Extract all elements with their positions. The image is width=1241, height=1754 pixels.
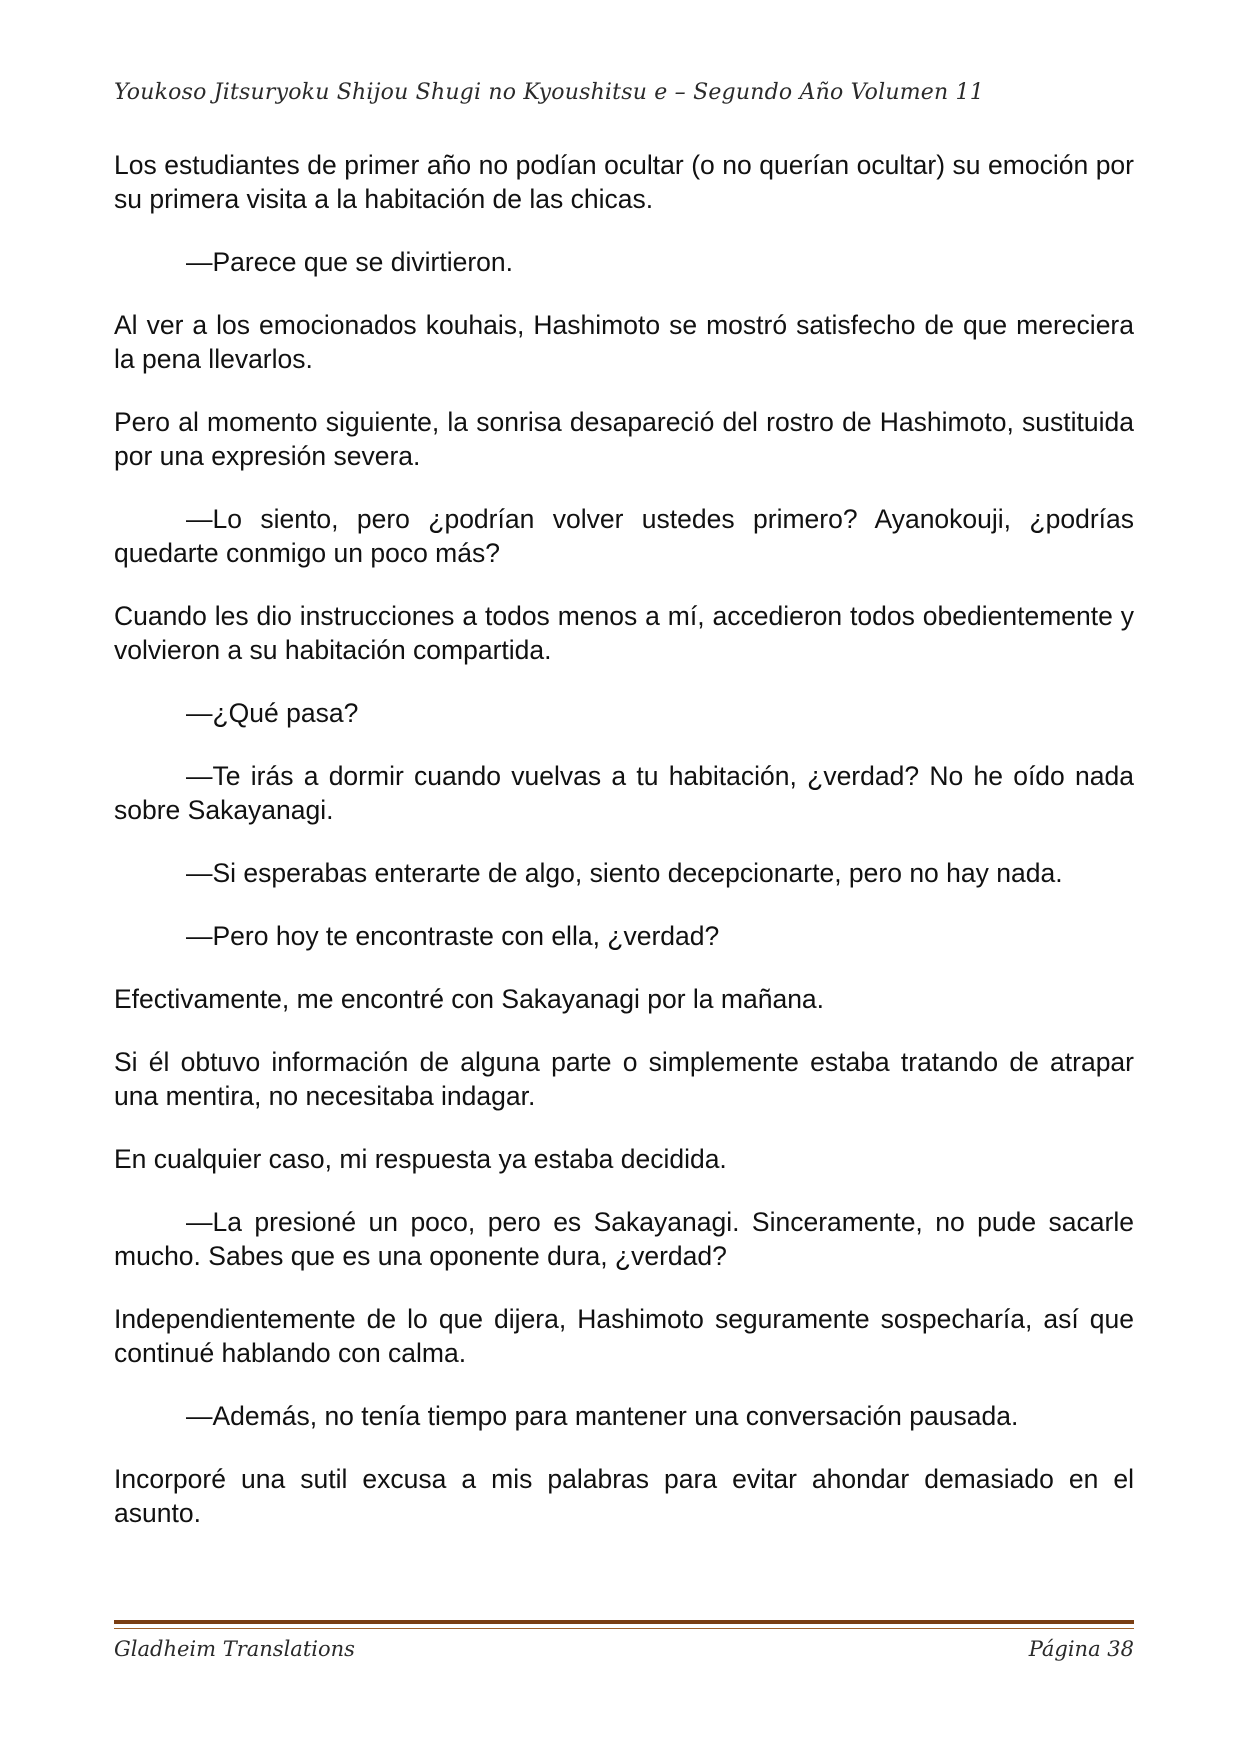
dialogue-paragraph: —Pero hoy te encontraste con ella, ¿verdad? [186, 921, 720, 951]
paragraph: Pero al momento siguiente, la sonrisa desapareció del rostro de Hashimoto, sustituida por una expresión severa. [114, 407, 1134, 471]
footer-credit: Gladheim Translations [114, 1637, 355, 1661]
paragraph: Independientemente de lo que dijera, Hashimoto seguramente sospecharía, así que continué hablando con calma. [114, 1304, 1134, 1368]
footer-rule-thin [114, 1628, 1134, 1629]
dialogue-paragraph: —Te irás a dormir cuando vuelvas a tu habitación, ¿verdad? No he oído nada sobre Sakayanagi. [114, 761, 1134, 825]
paragraph: Los estudiantes de primer año no podían ocultar (o no querían ocultar) su emoción por su primera visita a la habitación de las chicas. [114, 150, 1134, 214]
paragraph: Al ver a los emocionados kouhais, Hashimoto se mostró satisfecho de que mereciera la pena llevarlos. [114, 310, 1134, 374]
paragraph: En cualquier caso, mi respuesta ya estaba decidida. [114, 1144, 727, 1174]
dialogue-paragraph: —¿Qué pasa? [186, 698, 359, 728]
dialogue-paragraph: —Además, no tenía tiempo para mantener una conversación pausada. [186, 1401, 1019, 1431]
page-number: Página 38 [1028, 1637, 1134, 1661]
dialogue-paragraph: —Si esperabas enterarte de algo, siento decepcionarte, pero no hay nada. [186, 858, 1063, 888]
paragraph: Incorporé una sutil excusa a mis palabras para evitar ahondar demasiado en el asunto. [114, 1464, 1134, 1528]
dialogue-paragraph: —La presioné un poco, pero es Sakayanagi. Sinceramente, no pude sacarle mucho. Sabes que es una oponente dura, ¿verdad? [114, 1207, 1134, 1271]
paragraph: Efectivamente, me encontré con Sakayanagi por la mañana. [114, 984, 825, 1014]
page-header-title: Youkoso Jitsuryoku Shijou Shugi no Kyoushitsu e – Segundo Año Volumen 11 [114, 80, 984, 105]
paragraph: Cuando les dio instrucciones a todos menos a mí, accedieron todos obedientemente y volvieron a su habitación compartida. [114, 601, 1134, 665]
page-body [114, 148, 1134, 1559]
dialogue-paragraph: —Parece que se divirtieron. [186, 247, 513, 277]
footer-rule-thick [114, 1620, 1134, 1624]
paragraph: Si él obtuvo información de alguna parte o simplemente estaba tratando de atrapar una mentira, no necesitaba indagar. [114, 1047, 1134, 1111]
dialogue-paragraph: —Lo siento, pero ¿podrían volver ustedes primero? Ayanokouji, ¿podrías quedarte conmigo un poco más? [114, 504, 1134, 568]
